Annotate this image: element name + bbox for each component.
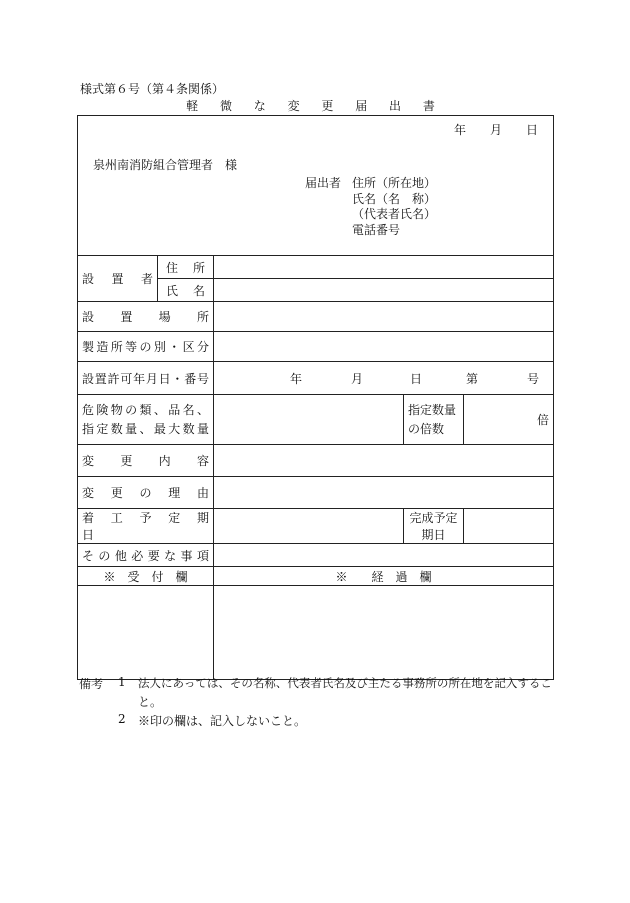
representative-label: （代表者氏名） bbox=[352, 207, 437, 221]
addressee: 泉州南消防組合管理者 様 bbox=[93, 158, 238, 172]
installer-name-label: 氏 名 bbox=[158, 279, 214, 302]
permit-year: 年 bbox=[290, 372, 303, 386]
designated-quantity-label-line1: 指定数量 bbox=[408, 402, 457, 417]
note-1-line1: 法人にあっては、その名称、代表者氏名及び主たる事務所の所在地を記入するこ bbox=[138, 676, 552, 690]
document-title: 軽 微 な 変 更 届 出 書 bbox=[186, 99, 444, 113]
installer-address-field[interactable] bbox=[214, 256, 554, 279]
other-items-field[interactable] bbox=[214, 544, 554, 567]
hazard-label-line1: 危険物の類、品名、 bbox=[82, 402, 209, 417]
other-items-label: その他必要な事項 bbox=[78, 544, 214, 567]
note-2-number: 2 bbox=[118, 712, 126, 726]
notifier-name-label: 氏名（名 称） bbox=[352, 192, 437, 206]
notification-form-table bbox=[77, 115, 554, 680]
note-2-text: ※印の欄は、記入しないこと。 bbox=[138, 714, 307, 728]
permit-date-field[interactable] bbox=[214, 362, 554, 395]
facility-type-label: 製造所等の別・区分 bbox=[78, 332, 214, 362]
multiple-unit: 倍 bbox=[537, 413, 550, 427]
form-number: 様式第６号（第４条関係） bbox=[80, 82, 225, 96]
start-date-label: 着 工 予 定 期 日 bbox=[78, 509, 214, 544]
date-year: 年 bbox=[454, 123, 467, 137]
hazard-label-line2: 指定数量、最大数量 bbox=[82, 421, 209, 436]
note-1-number: 1 bbox=[118, 675, 126, 689]
permit-month: 月 bbox=[351, 372, 364, 386]
note-1-line2: と。 bbox=[138, 695, 163, 709]
installer-name-field[interactable] bbox=[214, 279, 554, 302]
start-date-field[interactable] bbox=[214, 509, 404, 544]
notifier-label: 届出者 bbox=[305, 176, 342, 190]
installer-label: 設 置 者 bbox=[78, 256, 158, 302]
installer-address-label: 住 所 bbox=[158, 256, 214, 279]
date-month: 月 bbox=[490, 123, 503, 137]
change-content-field[interactable] bbox=[214, 445, 554, 477]
designated-quantity-label bbox=[404, 395, 464, 445]
completion-date-label: 完成予定期日 bbox=[404, 509, 464, 544]
date-day: 日 bbox=[526, 123, 539, 137]
reception-field bbox=[78, 586, 214, 680]
progress-field bbox=[214, 586, 554, 680]
change-reason-label: 変 更 の 理 由 bbox=[78, 477, 214, 509]
notes-label: 備考 bbox=[79, 677, 104, 691]
permit-day: 日 bbox=[410, 372, 423, 386]
progress-header: ※ 経 過 欄 bbox=[214, 567, 554, 586]
completion-date-field[interactable] bbox=[464, 509, 554, 544]
reception-header: ※ 受 付 欄 bbox=[78, 567, 214, 586]
hazard-field[interactable] bbox=[214, 395, 404, 445]
permit-go: 号 bbox=[527, 372, 540, 386]
phone-label: 電話番号 bbox=[352, 223, 401, 237]
facility-type-field[interactable] bbox=[214, 332, 554, 362]
header-cell bbox=[78, 116, 554, 256]
location-label: 設 置 場 所 bbox=[78, 302, 214, 332]
hazard-label bbox=[78, 395, 214, 445]
change-reason-field[interactable] bbox=[214, 477, 554, 509]
designated-quantity-label-line2: の倍数 bbox=[408, 421, 445, 436]
designated-multiple-field[interactable] bbox=[464, 395, 554, 445]
location-field[interactable] bbox=[214, 302, 554, 332]
permit-dai: 第 bbox=[466, 372, 479, 386]
change-content-label: 変 更 内 容 bbox=[78, 445, 214, 477]
notifier-address-label: 住所（所在地） bbox=[352, 176, 437, 190]
permit-date-label: 設置許可年月日・番号 bbox=[78, 362, 214, 395]
